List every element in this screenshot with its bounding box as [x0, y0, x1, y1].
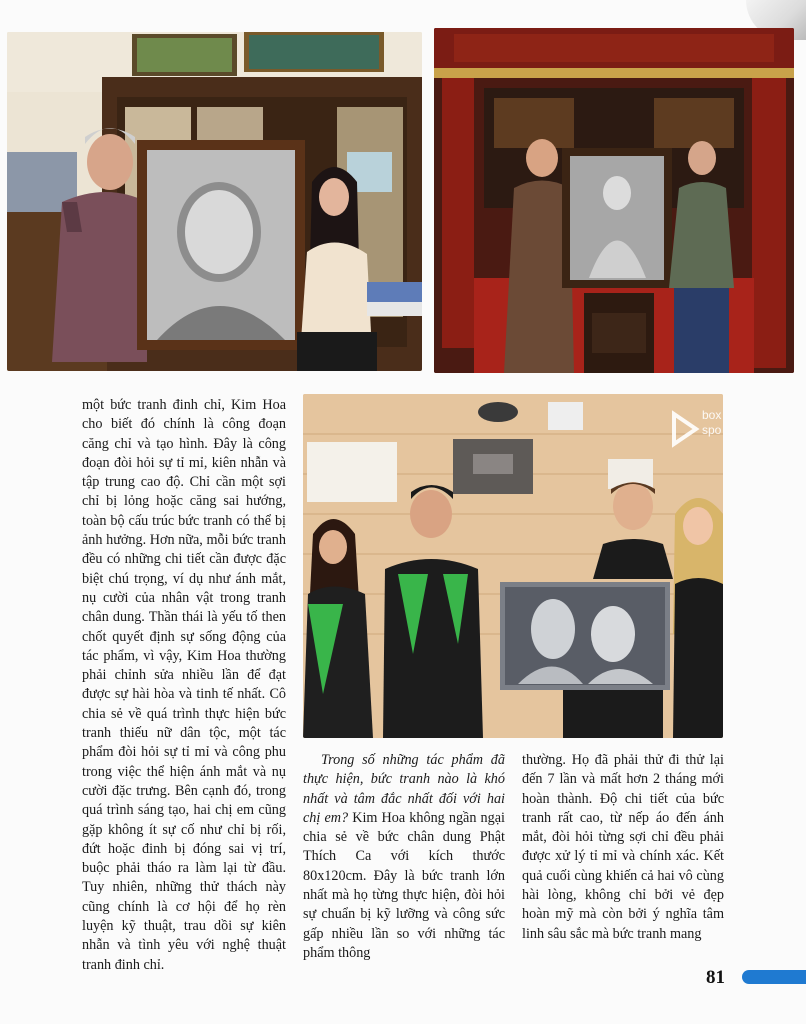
page-number: 81 [706, 967, 725, 988]
article-paragraph: thường. Họ đã phải thử đi thử lại đến 7 lần và mất hơn 2 tháng mới hoàn thành. Độ chi tiết của bức tranh rất cao, từ nếp áo đến ánh mắt, đòi hỏi từng sợi chỉ đều phải được xử lý tỉ mỉ và chính xác. Kết quả cuối cùng khiến cả hai vô cùng hài lòng, không chỉ bởi vẻ đẹp hoàn mỹ mà còn bởi ý nghĩa tâm linh sâu sắc mà bức tranh mang [522, 752, 724, 942]
portrait-handover-illustration [7, 32, 422, 371]
article-paragraph: một bức tranh đinh chỉ, Kim Hoa cho biết đó chính là công đoạn căng chỉ và tạo hình. Đây là công đoạn đòi hỏi sự tỉ mỉ, kiên nhẫn và tập trung cao độ. Chỉ cần một sợi chỉ bị lỏng hoặc căng sai hướng, toàn bộ cấu trúc bức tranh có thể bị ảnh hưởng. Hơn nữa, mỗi bức tranh đều có những chi tiết cần được đặc biệt chú trọng, ví dụ như ánh mắt, nụ cười của nhân vật trong tranh chân dung. Thần thái là yếu tố then chốt quyết định sự sống động của tác phẩm, vì vậy, Kim Hoa thường phải chỉnh sửa nhiều lần để đạt được sự hài hòa và tinh tế nhất. Cô chia sẻ về quá trình thực hiện bức tranh thiếu nữ dân tộc, một tác phẩm đòi hỏi sự tỉ mỉ và công phu trong việc thể hiện ánh mắt và nụ cười đặc trưng. Bên cạnh đó, trong quá trình sáng tạo, hai chị em cũng gặp không ít sự cố như chỉ bị rối, đứt hoặc đinh bị đóng sai vị trí, buộc phải tháo ra làm lại từ đầu. Tuy nhiên, những thử thách này cũng chính là cơ hội để họ rèn luyện kỹ thuật, trau dồi sự kiên nhẫn và tình yêu với nghệ thuật tranh đinh chỉ. [82, 397, 286, 973]
boxsport-logo-icon [670, 410, 700, 448]
buddha-painting-photo [434, 28, 794, 373]
article-paragraph [303, 751, 505, 963]
couple-painting-illustration [303, 394, 723, 738]
portrait-handover-photo [7, 32, 422, 371]
article-column-3 [522, 751, 724, 944]
article-column-2 [303, 751, 505, 963]
watermark-line-2: spo [702, 423, 722, 437]
page-tab-accent [742, 970, 806, 984]
article-column-1 [82, 396, 286, 975]
interview-question: Trong số những tác phẩm đã thực hiện, bức tranh nào là khó nhất và tâm đắc nhất đối với hai chị em? [303, 752, 505, 826]
watermark-line-1: box [702, 408, 722, 422]
buddha-painting-illustration [434, 28, 794, 373]
interview-answer: Kim Hoa không ngần ngại chia sẻ về bức chân dung Phật Thích Ca với kích thước 80x120cm. Đây là bức tranh lớn nhất mà họ từng thực hiện, đòi hỏi sự chuẩn bị kỹ lưỡng và công sức gấp nhiều lần so với những tác phẩm thông [303, 809, 505, 961]
couple-painting-photo [303, 394, 723, 738]
boxsport-logo-text [702, 408, 721, 438]
